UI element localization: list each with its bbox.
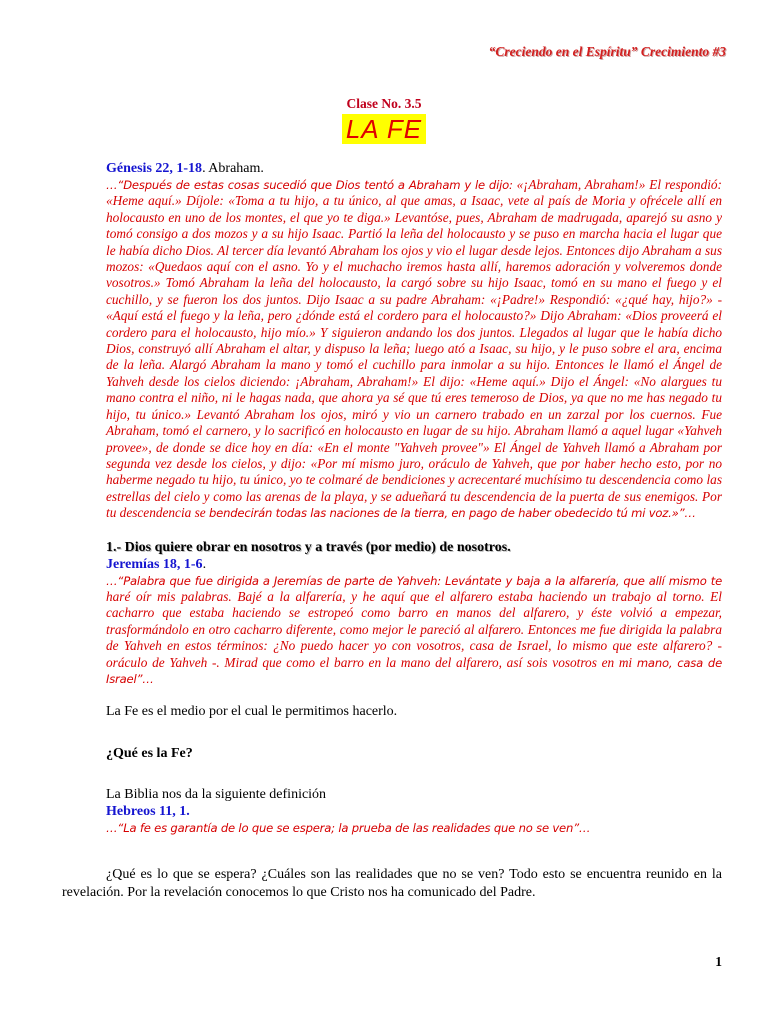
faith-statement: La Fe es el medio por el cual le permitimos hacerlo. (106, 704, 398, 720)
genesis-quote (106, 177, 722, 522)
jeremiah-quote (106, 573, 722, 688)
hebrews-reference: Hebreos 11, 1. (106, 804, 190, 820)
main-content (106, 160, 722, 837)
genesis-quote-outro: bendecirán todas las naciones de la tierra, en pago de haber obedecido tú mi voz.»”… (209, 506, 696, 521)
definition-intro: La Biblia nos da la siguiente definición (106, 787, 327, 803)
genesis-reference-line (106, 160, 722, 177)
jeremiah-reference-line (106, 556, 722, 573)
jeremiah-quote-intro: …“Palabra que fue dirigida a Jeremías de parte de Yahveh: Levántate y baja a la alfarería, que allí mismo te (106, 573, 722, 588)
section-heading: 1.- Dios quiere obrar en nosotros y a través (por medio) de nosotros. (106, 539, 511, 555)
faith-question: ¿Qué es la Fe? (106, 746, 193, 762)
class-number: Clase No. 3.5 (346, 96, 422, 111)
running-header: “Creciendo en el Espíritu” Crecimiento #3 (488, 44, 726, 59)
hebrews-quote-text: …“La fe es garantía de lo que se espera; la prueba de las realidades que no se ven”… (106, 821, 591, 836)
closing-paragraph: ¿Qué es lo que se espera? ¿Cuáles son las realidades que no se ven? Todo esto se encuentra reunido en la revelación. Por la revelación conocemos lo que Cristo nos ha comunicado del Padre. (62, 867, 722, 900)
genesis-quote-body: «¡Abraham, Abraham!» El respondió: «Heme aquí.» Díjole: «Toma a tu hijo, a tu único, al que amas, a Isaac, vete al país de Moria y ofrécele allí en holocausto en uno de los montes, el que yo te diga.» Levantóse, pues, Abraham de madrugada, aparejó su asno y tomó consigo a dos mozos y a su hijo Isaac. Partió la leña del holocausto y se puso en marcha hacia el lugar que le había dicho Dios. Al tercer día levantó Abraham los ojos y vio el lugar desde lejos. Entonces dijo Abraham a sus mozos: «Quedaos aquí con el asno. Yo y el muchacho iremos hasta allí, haremos adoración y volveremos donde vosotros.» Tomó Abraham la leña del holocausto, la cargó sobre su hijo Isaac, tomó en su mano el fuego y el cuchillo, y se fueron los dos juntos. Dijo Isaac a su padre Abraham: «¡Padre!» Respondió: «¿qué hay, hijo?» - «Aquí está el fuego y la leña, pero ¿dónde está el cordero para el holocausto?» Dijo Abraham: «Dios proveerá el cordero para el holocausto, hijo mío.» Y siguieron andando los dos juntos. Llegados al lugar que le había dicho Dios, construyó allí Abraham el altar, y dispuso la leña; luego ató a Isaac, su hijo, y le puso sobre el ara, encima de la leña. Alargó Abraham la mano y tomó el cuchillo para inmolar a su hijo. Entonces le llamó el Ángel de Yahveh desde los cielos diciendo: ¡Abraham, Abraham!» El dijo: «Heme aquí.» Dijo el Ángel: «No alargues tu mano contra el niño, ni le hagas nada, que ahora ya sé que tú eres temeroso de Dios, ya que no me has negado tu hijo, tu único.» Levantó Abraham los ojos, miró y vio un carnero trabado en un zarzal por los cuernos. Fue Abraham, tomó el carnero, y lo sacrificó en holocausto en lugar de su hijo. Abraham llamó a aquel lugar «Yahveh provee», de donde se dice hoy en día: «En el monte "Yahveh provee"» El Ángel de Yahveh llamó a Abraham por segunda vez desde los cielos, y dijo: «Por mí mismo juro, oráculo de Yahveh, que por haber hecho esto, por no haberme negado tu hijo, tu único, yo te colmaré de bendiciones y acrecentaré muchísimo tu descendencia como las estrellas del cielo y como las arenas de la playa, y se adueñará tu descendencia de la puerta de sus enemigos. Por tu descendencia se (106, 177, 722, 521)
jeremiah-quote-body: haré oír mis palabras. Bajé a la alfarería, y he aquí que el alfarero estaba haciendo un trabajo al torno. El cacharro que estaba haciendo se estropeó como barro en manos del alfarero, y éste volvió a empezar, trasformándolo en otro cacharro diferente, como mejor le pareció al alfarero. Entonces me fue dirigida la palabra de Yahveh en estos términos: ¿No puedo hacer yo con vosotros, casa de Israel, lo mismo que este alfarero? - oráculo de Yahveh -. Mirad que como el barro en la mano del alfarero, así sois vosotros en mi (106, 588, 722, 670)
jeremiah-quote-outro: mano, casa de Israel”… (106, 655, 722, 686)
genesis-quote-intro: …“Después de estas cosas sucedió que Dios tentó a Abraham y le dijo: (106, 178, 513, 192)
genesis-reference: Génesis 22, 1-18 (106, 161, 203, 176)
hebrews-quote (106, 820, 722, 836)
page-number: 1 (715, 954, 722, 969)
jeremiah-ref-punct: . (202, 556, 207, 572)
lesson-title: LA FE (342, 114, 426, 144)
genesis-subject: . Abraham. (202, 161, 264, 176)
jeremiah-reference: Jeremías 18, 1-6 (106, 556, 203, 572)
title-wrapper (0, 114, 768, 144)
